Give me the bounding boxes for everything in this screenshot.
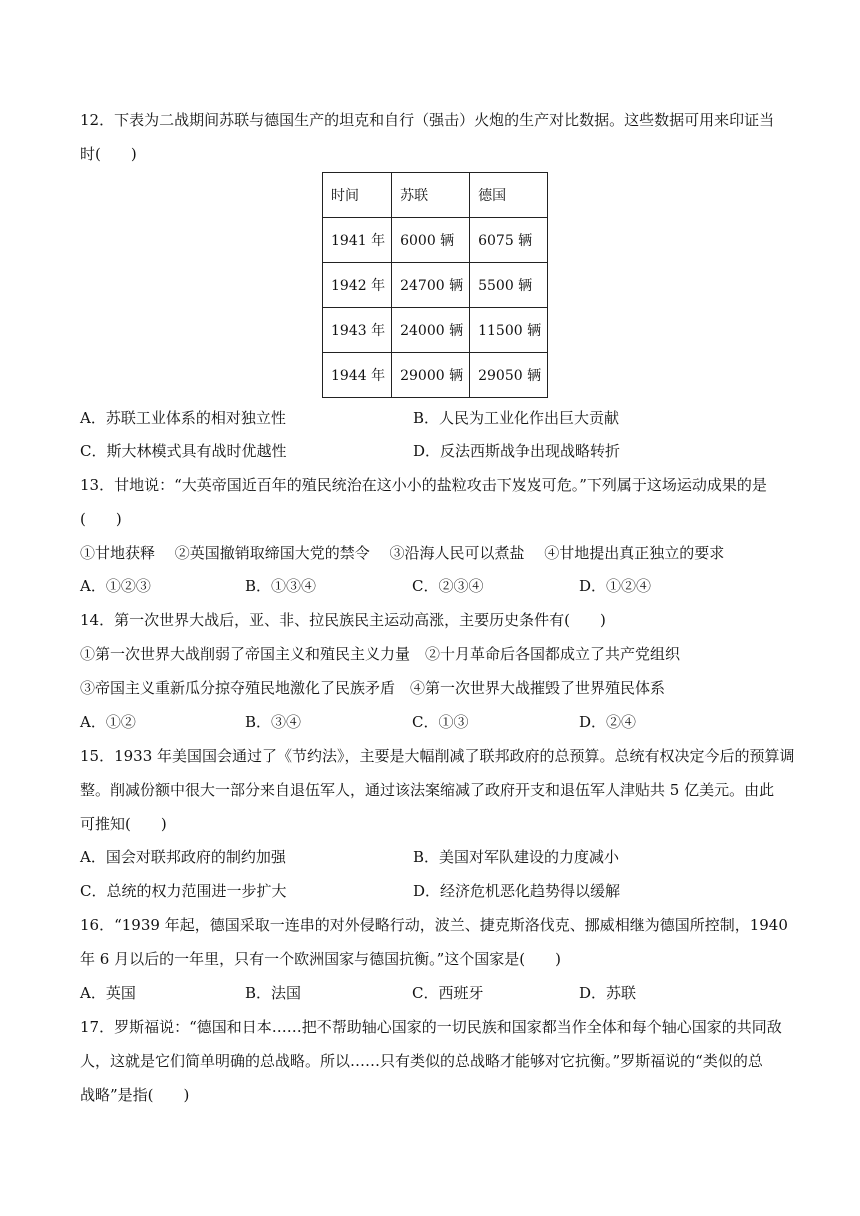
q13-stem-line2: ( ): [80, 510, 122, 528]
q17-stem-line1: 17．罗斯福说：“德国和日本……把不帮助轴心国家的一切民族和国家都当作全体和每个轴心国家的共同敌: [80, 1018, 782, 1036]
q14-statements-line2: ③帝国主义重新瓜分掠夺殖民地激化了民族矛盾 ④第一次世界大战摧毁了世界殖民体系: [80, 679, 666, 697]
q12-option-d: D．反法西斯战争出现战略转折: [413, 442, 621, 460]
q14-option-a: A．①②: [80, 713, 136, 731]
q16-stem-line1: 16．“1939 年起，德国采取一连串的对外侵略行动，波兰、捷克斯洛伐克、挪威相继为德国所控制，1940: [80, 916, 788, 934]
table-cell: 1942 年: [323, 263, 392, 308]
q14-option-b: B．③④: [245, 713, 302, 731]
table-cell: 1944 年: [323, 353, 392, 398]
q14-statements-line1: ①第一次世界大战削弱了帝国主义和殖民主义力量 ②十月革命后各国都成立了共产党组织: [80, 645, 681, 663]
table-cell: 1941 年: [323, 218, 392, 263]
table-cell: 5500 辆: [470, 263, 548, 308]
table-header-cell: 德国: [470, 173, 548, 218]
q16-stem-line2: 年 6 月以后的一年里，只有一个欧洲国家与德国抗衡。”这个国家是( ): [80, 950, 561, 968]
table-cell: 11500 辆: [470, 308, 548, 353]
q15-option-c: C．总统的权力范围进一步扩大: [80, 882, 287, 900]
q17-stem-line3: 战略”是指( ): [80, 1086, 190, 1104]
q13-option-d: D．①②④: [579, 577, 652, 595]
q17-stem-line2: 人，这就是它们简单明确的总战略。所以……只有类似的总战略才能够对它抗衡。”罗斯福说的“类似的总: [80, 1052, 763, 1070]
q14-option-d: D．②④: [579, 713, 637, 731]
q13-option-b: B．①③④: [245, 577, 317, 595]
q15-option-a: A．国会对联邦政府的制约加强: [80, 848, 286, 866]
q15-stem-line3: 可推知( ): [80, 815, 167, 833]
table-row: [323, 353, 548, 398]
q15-option-d: D．经济危机恶化趋势得以缓解: [413, 882, 621, 900]
table-row: [323, 263, 548, 308]
q12-stem-line1: 12．下表为二战期间苏联与德国生产的坦克和自行（强击）火炮的生产对比数据。这些数据可用来印证当: [80, 111, 775, 129]
q13-option-c: C．②③④: [412, 577, 484, 595]
table-row: [323, 218, 548, 263]
q13-statements: ①甘地获释 ②英国撤销取缔国大党的禁令 ③沿海人民可以煮盐 ④甘地提出真正独立的要求: [80, 544, 725, 562]
q15-option-b: B．美国对军队建设的力度减小: [413, 848, 620, 866]
q14-stem-line1: 14．第一次世界大战后，亚、非、拉民族民主运动高涨，主要历史条件有( ): [80, 611, 606, 629]
q13-option-a: A．①②③: [80, 577, 151, 595]
q12-stem-line2: 时( ): [80, 145, 137, 163]
table-header-cell: 时间: [323, 173, 392, 218]
q16-option-b: B．法国: [245, 984, 302, 1002]
q16-option-c: C．西班牙: [412, 984, 484, 1002]
table-row: [323, 308, 548, 353]
table-cell: 29050 辆: [470, 353, 548, 398]
q16-option-a: A．英国: [80, 984, 136, 1002]
table-cell: 6075 辆: [470, 218, 548, 263]
q12-option-b: B．人民为工业化作出巨大贡献: [413, 409, 620, 427]
table-cell: 6000 辆: [392, 218, 470, 263]
table-cell: 24700 辆: [392, 263, 470, 308]
production-table: [322, 172, 548, 398]
q12-option-a: A．苏联工业体系的相对独立性: [80, 409, 286, 427]
q15-stem-line1: 15．1933 年美国国会通过了《节约法》，主要是大幅削减了联邦政府的总预算。总统有权决定今后的预算调: [80, 747, 795, 765]
table-header-cell: 苏联: [392, 173, 470, 218]
q16-option-d: D．苏联: [579, 984, 637, 1002]
q13-stem-line1: 13．甘地说：“大英帝国近百年的殖民统治在这小小的盐粒攻击下岌岌可危。”下列属于这场运动成果的是: [80, 476, 767, 494]
q15-stem-line2: 整。削减份额中很大一部分来自退伍军人，通过该法案缩减了政府开支和退伍军人津贴共 5 亿美元。由此: [80, 781, 775, 799]
table-cell: 24000 辆: [392, 308, 470, 353]
table-cell: 29000 辆: [392, 353, 470, 398]
table-header-row: [323, 173, 548, 218]
q14-option-c: C．①③: [412, 713, 469, 731]
q12-option-c: C．斯大林模式具有战时优越性: [80, 442, 287, 460]
table-cell: 1943 年: [323, 308, 392, 353]
